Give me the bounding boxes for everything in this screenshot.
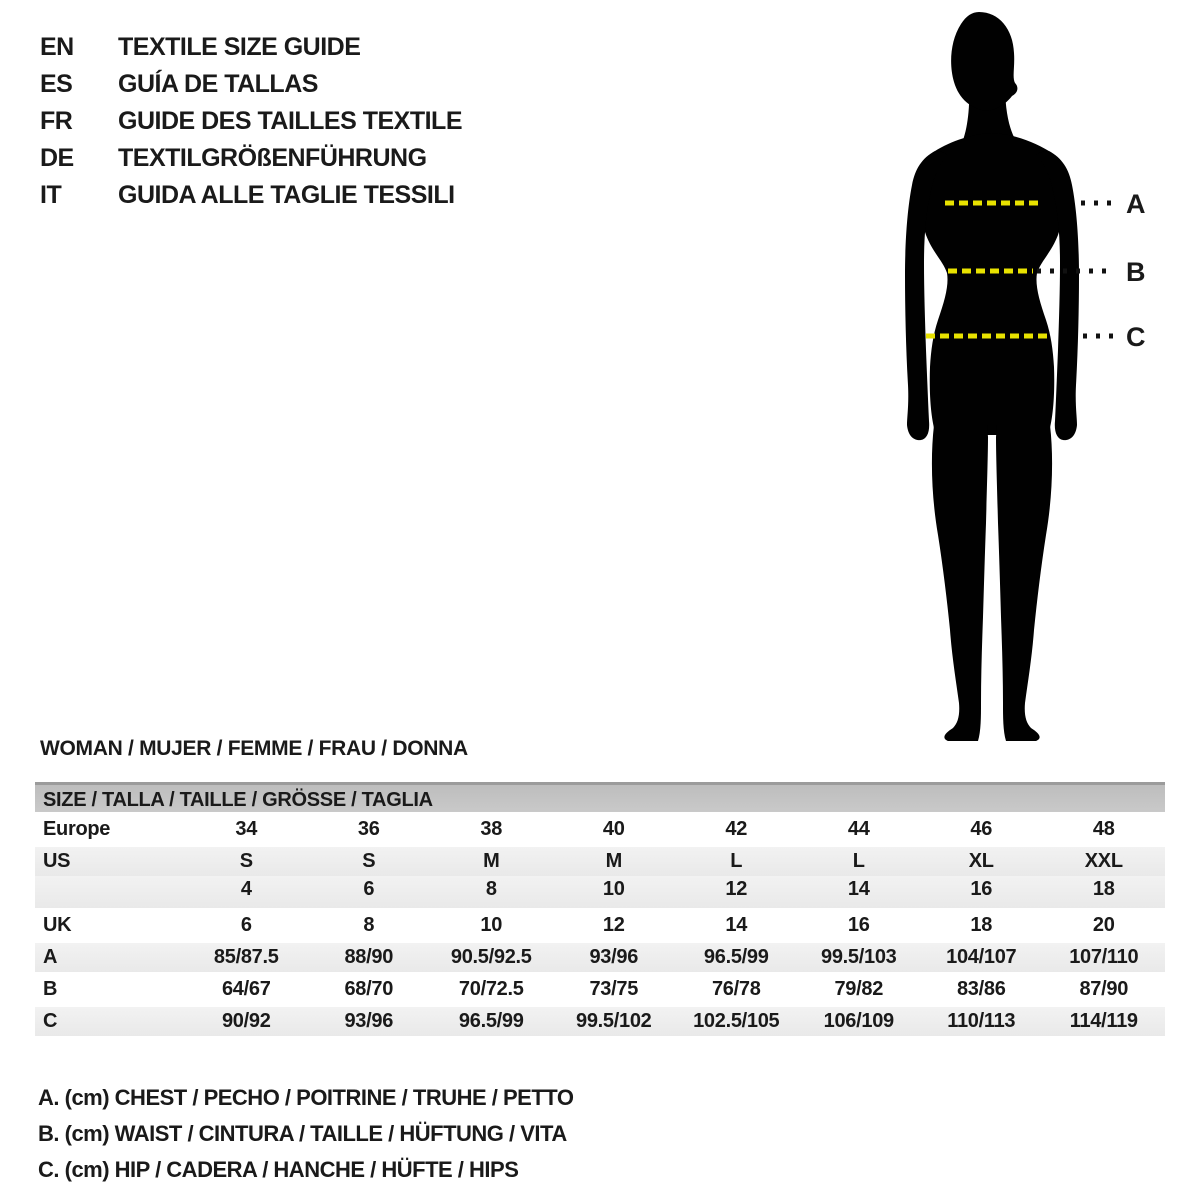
size-cell: 99.5/102	[576, 1010, 652, 1032]
language-code: ES	[40, 70, 73, 98]
size-cell: S	[362, 850, 376, 872]
language-list	[40, 33, 462, 218]
size-cell: XL	[968, 850, 994, 872]
row-label: UK	[43, 914, 72, 936]
silhouette-leg-right	[996, 425, 1052, 741]
size-cell: 16	[970, 878, 993, 900]
size-cell: 79/82	[834, 978, 884, 1000]
size-cell: 18	[970, 914, 993, 936]
size-cell: 36	[357, 818, 380, 840]
language-code: EN	[40, 33, 74, 61]
row-label: US	[43, 850, 71, 872]
size-table-header: SIZE / TALLA / TAILLE / GRÖSSE / TAGLIA	[35, 782, 1165, 812]
size-cell: 76/78	[711, 978, 761, 1000]
size-cell: 38	[480, 818, 503, 840]
language-code: FR	[40, 107, 73, 135]
size-cell: 14	[725, 914, 748, 936]
size-cell: 34	[235, 818, 258, 840]
size-cell: 64/67	[221, 978, 271, 1000]
row-label: A	[43, 946, 58, 968]
guide-title: TEXTILE SIZE GUIDE	[118, 33, 361, 61]
size-cell: 18	[1092, 878, 1115, 900]
size-cell: 6	[240, 914, 252, 936]
size-table-rows	[35, 815, 1165, 1036]
measure-label-a: A	[1126, 189, 1145, 219]
size-table-row-b	[35, 975, 1165, 1004]
size-table-row-a	[35, 943, 1165, 972]
size-cell: 16	[847, 914, 870, 936]
size-cell: 10	[480, 914, 503, 936]
size-cell: 107/110	[1069, 946, 1139, 968]
size-cell: XXL	[1084, 850, 1123, 872]
size-cell: 48	[1092, 818, 1115, 840]
size-cell: 102.5/105	[693, 1010, 780, 1032]
size-cell: 96.5/99	[703, 946, 769, 968]
silhouette-torso	[916, 133, 1068, 435]
measure-label-b: B	[1126, 257, 1145, 287]
language-code: DE	[40, 144, 74, 172]
size-cell: 12	[725, 878, 748, 900]
size-cell: L	[730, 850, 743, 872]
size-cell: 68/70	[344, 978, 394, 1000]
woman-silhouette	[875, 5, 1140, 745]
size-cell: 8	[485, 878, 497, 900]
size-cell: 90/92	[221, 1010, 271, 1032]
silhouette-head	[951, 12, 1017, 111]
guide-title: GUÍA DE TALLAS	[118, 70, 318, 98]
size-cell: 73/75	[589, 978, 639, 1000]
guide-title: GUIDE DES TAILLES TEXTILE	[118, 107, 463, 135]
row-label: Europe	[43, 818, 111, 840]
size-table-row-us	[35, 847, 1165, 876]
guide-title: TEXTILGRÖßENFÜHRUNG	[118, 144, 427, 172]
row-label: C	[43, 1010, 58, 1032]
size-table-row-uk	[35, 911, 1165, 940]
size-cell: 110/113	[947, 1010, 1016, 1032]
size-cell: 14	[847, 878, 870, 900]
size-cell: 20	[1092, 914, 1115, 936]
row-label: B	[43, 978, 58, 1000]
size-cell: 44	[847, 818, 870, 840]
size-cell: 10	[602, 878, 625, 900]
language-row-it	[40, 181, 462, 209]
size-table-row-us-numeric	[35, 876, 1165, 908]
size-cell: 93/96	[589, 946, 639, 968]
size-cell: M	[605, 850, 622, 872]
size-cell: 70/72.5	[458, 978, 524, 1000]
size-table-row-c	[35, 1007, 1165, 1036]
legend-line-a: A. (cm) CHEST / PECHO / POITRINE / TRUHE / PETTO	[38, 1085, 574, 1110]
section-title-woman: WOMAN / MUJER / FEMME / FRAU / DONNA	[40, 737, 468, 760]
size-cell: 93/96	[344, 1010, 394, 1032]
legend-line-c: C. (cm) HIP / CADERA / HANCHE / HÜFTE / HIPS	[38, 1157, 519, 1182]
size-cell: 99.5/103	[821, 946, 897, 968]
size-cell: 40	[602, 818, 625, 840]
size-cell: 104/107	[946, 946, 1017, 968]
language-row-de	[40, 144, 462, 172]
language-code: IT	[40, 181, 62, 209]
size-table	[35, 782, 1165, 1036]
language-row-fr	[40, 107, 463, 135]
size-cell: 114/119	[1069, 1010, 1138, 1032]
size-cell: 46	[970, 818, 993, 840]
size-cell: S	[239, 850, 253, 872]
legend-line-b: B. (cm) WAIST / CINTURA / TAILLE / HÜFTUNG / VITA	[38, 1121, 567, 1146]
size-cell: 83/86	[956, 978, 1006, 1000]
size-cell: M	[483, 850, 500, 872]
language-row-es	[40, 70, 462, 98]
measurement-legend	[38, 1085, 573, 1193]
size-cell: 85/87.5	[213, 946, 279, 968]
size-cell: 96.5/99	[458, 1010, 524, 1032]
language-row-en	[40, 33, 462, 61]
size-cell: 90.5/92.5	[450, 946, 532, 968]
size-cell: 87/90	[1079, 978, 1129, 1000]
size-cell: 6	[363, 878, 375, 900]
size-cell: L	[852, 850, 865, 872]
size-cell: 4	[240, 878, 252, 900]
size-table-row-europe	[35, 815, 1165, 844]
size-cell: 106/109	[823, 1010, 894, 1032]
size-cell: 88/90	[344, 946, 394, 968]
silhouette-leg-left	[932, 425, 988, 741]
size-cell: 12	[602, 914, 625, 936]
size-cell: 42	[725, 818, 748, 840]
size-cell: 8	[363, 914, 375, 936]
woman-figure	[875, 5, 1140, 745]
guide-title: GUIDA ALLE TAGLIE TESSILI	[118, 181, 455, 209]
row-label	[35, 876, 185, 908]
measure-label-c: C	[1126, 322, 1145, 352]
